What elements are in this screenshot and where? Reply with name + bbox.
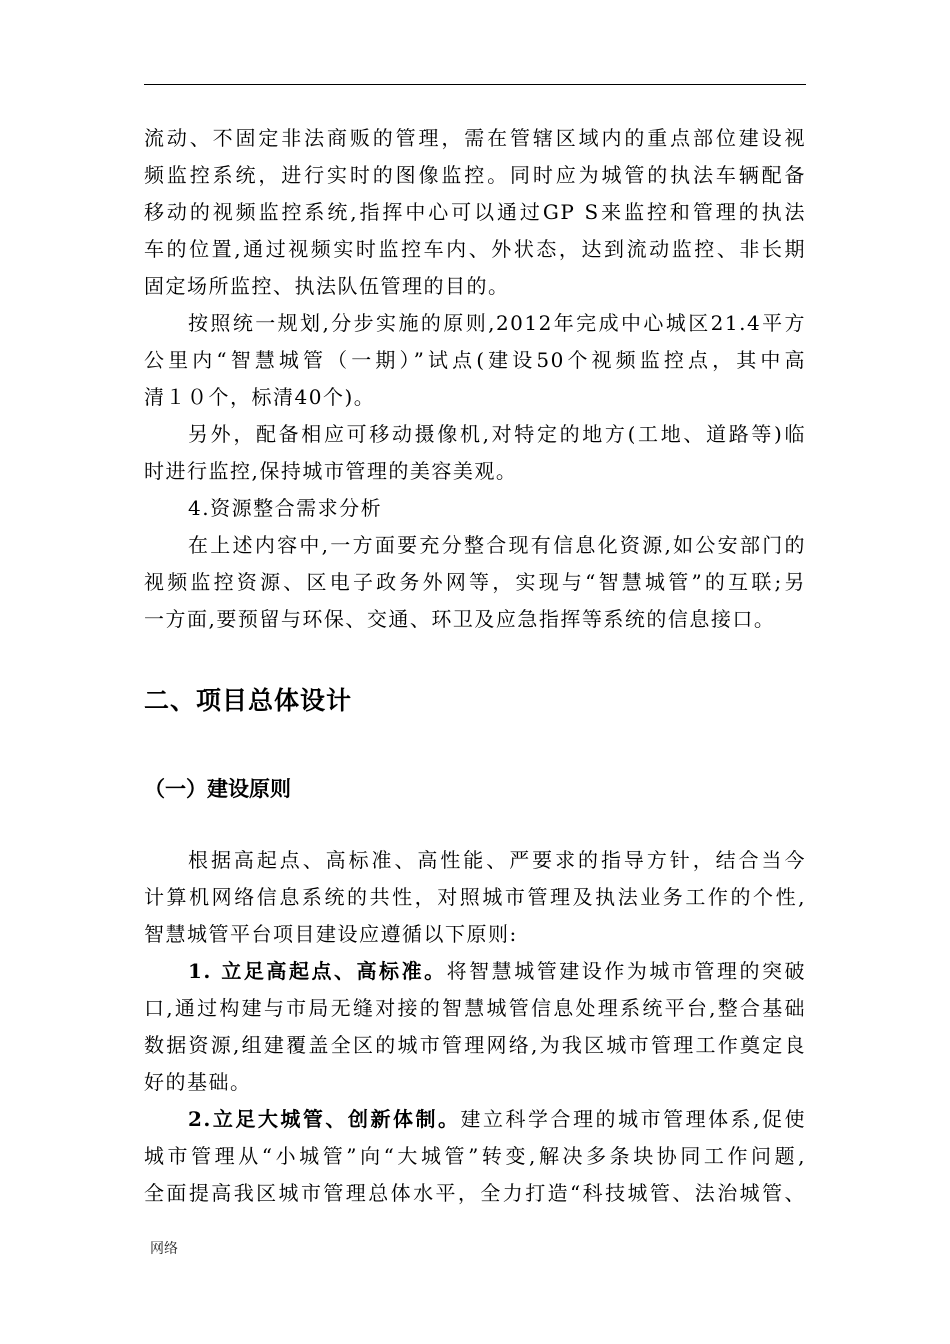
text-line: 频监控系统，进行实时的图像监控。同时应为城管的执法车辆配备 xyxy=(144,163,806,187)
text-line: 数据资源,组建覆盖全区的城市管理网络,为我区城市管理工作奠定良 xyxy=(144,1033,806,1057)
text-line: 一方面,要预留与环保、交通、环卫及应急指挥等系统的信息接口。 xyxy=(144,607,776,631)
text-line: 清１０个，标清40个)。 xyxy=(144,385,376,409)
header-rule xyxy=(144,84,806,85)
subsection-label xyxy=(144,490,806,527)
text-line: 时进行监控,保持城市管理的美容美观。 xyxy=(144,459,518,483)
paragraph xyxy=(144,527,806,638)
text-line: 根据高起点、高标准、高性能、严要求的指导方针，结合当今 xyxy=(188,848,806,872)
text-line: 4.资源整合需求分析 xyxy=(188,496,383,520)
text-line: 全面提高我区城市管理总体水平，全力打造“科技城管、法治城管、 xyxy=(144,1181,806,1205)
text-line: 城市管理从“小城管”向“大城管”转变,解决多条块协同工作问题, xyxy=(144,1144,806,1168)
section-heading: 二、项目总体设计 xyxy=(144,686,353,715)
text-line: 口,通过构建与市局无缝对接的智慧城管信息处理系统平台,整合基础 xyxy=(144,996,806,1020)
text-line: 公里内“智慧城管（一期）”试点(建设50个视频监控点，其中高 xyxy=(144,348,806,372)
text-line xyxy=(144,1101,806,1138)
principle-text: 将智慧城管建设作为城市管理的突破 xyxy=(446,959,807,983)
principle-lead: 1. 立足高起点、高标准。 xyxy=(188,959,447,983)
subsection-heading: （一）建设原则 xyxy=(144,777,291,801)
section-principles-text xyxy=(144,842,806,1212)
text-line xyxy=(144,953,806,990)
text-line: 流动、不固定非法商贩的管理，需在管辖区域内的重点部位建设视 xyxy=(144,126,806,150)
text-line: 在上述内容中,一方面要充分整合现有信息化资源,如公安部门的 xyxy=(188,533,806,557)
text-line: 固定场所监控、执法队伍管理的目的。 xyxy=(144,274,510,298)
text-line: 好的基础。 xyxy=(144,1070,252,1094)
text-line: 计算机网络信息系统的共性，对照城市管理及执法业务工作的个性, xyxy=(144,885,806,909)
paragraph xyxy=(144,120,806,305)
paragraph xyxy=(144,305,806,416)
text-line: 按照统一规划,分步实施的原则,2012年完成中心城区21.4平方 xyxy=(188,311,806,335)
principle-text: 建立科学合理的城市管理体系,促使 xyxy=(460,1107,806,1131)
text-line: 智慧城管平台项目建设应遵循以下原则: xyxy=(144,922,518,946)
text-line: 另外，配备相应可移动摄像机,对特定的地方(工地、道路等)临 xyxy=(188,422,806,446)
principle-lead: 2.立足大城管、创新体制。 xyxy=(188,1107,461,1131)
paragraph xyxy=(144,416,806,490)
principle-item xyxy=(144,1101,806,1212)
text-line: 视频监控资源、区电子政务外网等，实现与“智慧城管”的互联;另 xyxy=(144,570,806,594)
section-requirements-text xyxy=(144,120,806,638)
page-footer: 网络 xyxy=(150,1241,178,1257)
text-line: 车的位置,通过视频实时监控车内、外状态，达到流动监控、非长期 xyxy=(144,237,806,261)
text-line: 移动的视频监控系统,指挥中心可以通过GP S来监控和管理的执法 xyxy=(144,200,806,224)
paragraph xyxy=(144,842,806,953)
principle-item xyxy=(144,953,806,1101)
